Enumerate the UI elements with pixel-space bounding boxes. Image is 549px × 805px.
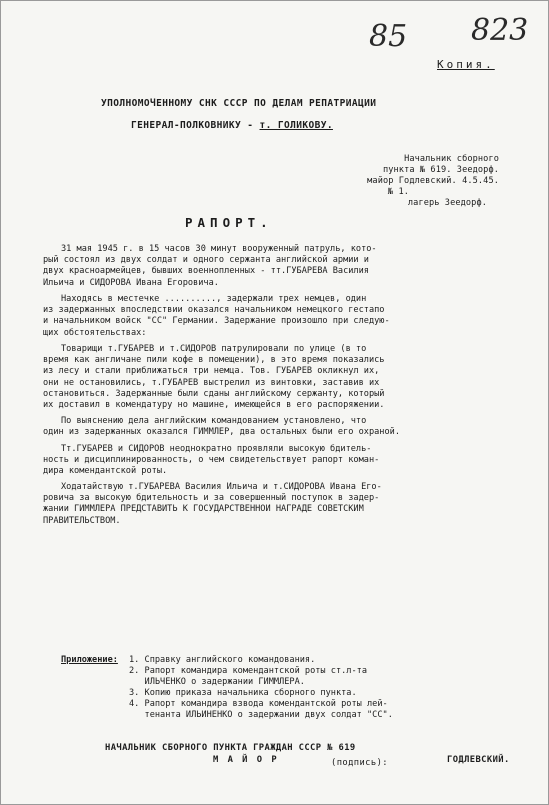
text-line: щих обстоятельствах: <box>43 327 147 338</box>
text-line: ровича за высокую бдительность и за совершенный поступок в задер- <box>43 493 380 504</box>
signature-position: НАЧАЛЬНИК СБОРНОГО ПУНКТА ГРАЖДАН СССР № 619 <box>105 743 356 753</box>
text-line: из лесу и стали приближаться три немца. Тов. ГУБАРЕВ окликнул их, <box>43 366 380 377</box>
attachment-item: 1. Справку английского командования. <box>129 655 316 665</box>
attachment-item: 3. Копию приказа начальника сборного пункта. <box>129 688 357 698</box>
text-line: Товарищи т.ГУБАРЕВ и т.СИДОРОВ патрулировали по улице (в то <box>61 344 367 354</box>
handwritten-number-right: 823 <box>471 13 529 48</box>
text-line: 31 мая 1945 г. в 15 часов 30 минут вооруженный патруль, кото- <box>61 244 377 254</box>
document-title: РАПОРТ. <box>185 215 273 230</box>
attachment-item: 2. Рапорт командира комендантской роты ст.л-та <box>129 666 367 676</box>
text-line: Тт.ГУБАРЕВ и СИДОРОВ неоднократно проявляли высокую бдитель- <box>61 444 372 454</box>
text-line: и начальником войск "СС" Германии. Задержание произошло при следую- <box>43 316 390 327</box>
text-line: рый состоял из двух солдат и одного сержанта английской армии и <box>43 255 369 266</box>
text-line: время как англичане пили кофе в помещении), в это время показались <box>43 355 385 366</box>
heading-line-2 <box>131 119 333 132</box>
text-line: дира комендантской роты. <box>43 466 168 477</box>
paragraph-2 <box>43 294 513 339</box>
text-line: их доставил в комендатуру но машине, имеющейся в его распоряжении. <box>43 400 385 411</box>
address-line: № 1. <box>387 187 409 197</box>
text-line: жании ГИММЛЕРА ПРЕДСТАВИТЬ К ГОСУДАРСТВЕННОЙ НАГРАДЕ СОВЕТСКИМ <box>43 504 364 515</box>
attachment-item: тенанта ИЛЬИНЕНКО о задержании двух солдат "СС". <box>129 710 393 720</box>
paragraph-4 <box>43 416 513 438</box>
copy-label: Копия. <box>437 58 495 71</box>
paragraph-3 <box>43 344 513 411</box>
text-line: ПРАВИТЕЛЬСТВОМ. <box>43 515 121 526</box>
attachment-item: 4. Рапорт командира взвода комендантской роты лей- <box>129 699 388 709</box>
signature-name: ГОДЛЕВСКИЙ. <box>447 755 510 765</box>
text-line: ность и дисциплинированность, о чем свидетельствует рапорт коман- <box>43 455 380 466</box>
handwritten-number-left: 85 <box>369 19 408 54</box>
text-line: остановиться. Задержанные были сданы английскому сержанту, который <box>43 388 385 399</box>
address-block <box>319 154 499 209</box>
text-line: двух красноармейцев, бывших военнопленных - тт.ГУБАРЕВА Василия <box>43 266 369 277</box>
text-line: один из задержанных оказался ГИММЛЕР, два остальных были его охраной. <box>43 427 400 438</box>
address-line: пункта № 619. Зеедорф. <box>382 165 499 175</box>
address-line: Начальник сборного <box>404 154 499 164</box>
address-line: лагерь Зеедорф. <box>407 198 487 208</box>
paragraph-5 <box>43 444 513 478</box>
address-line: майор Годлевский. 4.5.45. <box>367 176 499 186</box>
attachment-item: ИЛЬЧЕНКО о задержании ГИММЛЕРА. <box>129 677 305 687</box>
heading-line-1: УПОЛНОМОЧЕННОМУ СНК СССР ПО ДЕЛАМ РЕПАТРИАЦИИ <box>101 98 377 109</box>
heading-recipient-name: т. ГОЛИКОВУ. <box>259 120 333 131</box>
heading-line-2-prefix: ГЕНЕРАЛ-ПОЛКОВНИКУ - <box>131 120 260 131</box>
signature-rank: М А Й О Р <box>213 755 279 765</box>
paragraph-6 <box>43 482 513 527</box>
paragraph-1 <box>43 244 513 289</box>
text-line: Ходатайствую т.ГУБАРЕВА Василия Ильича и т.СИДОРОВА Ивана Его- <box>61 482 382 492</box>
text-line: они не остановились, т.ГУБАРЕВ выстрелил из винтовки, заставив их <box>43 377 380 388</box>
attachments-list <box>129 655 509 721</box>
text-line: По выяснению дела английским командованием установлено, что <box>61 416 367 426</box>
text-line: Ильича и СИДОРОВА Ивана Егоровича. <box>43 277 219 288</box>
attachments-label: Приложение: <box>61 655 118 665</box>
text-line: Находясь в местечке .........., задержали трех немцев, один <box>61 294 367 304</box>
text-line: из задержанных впоследствии оказался начальником немецкого гестапо <box>43 305 385 316</box>
signature-mark: (подпись): <box>331 758 388 768</box>
